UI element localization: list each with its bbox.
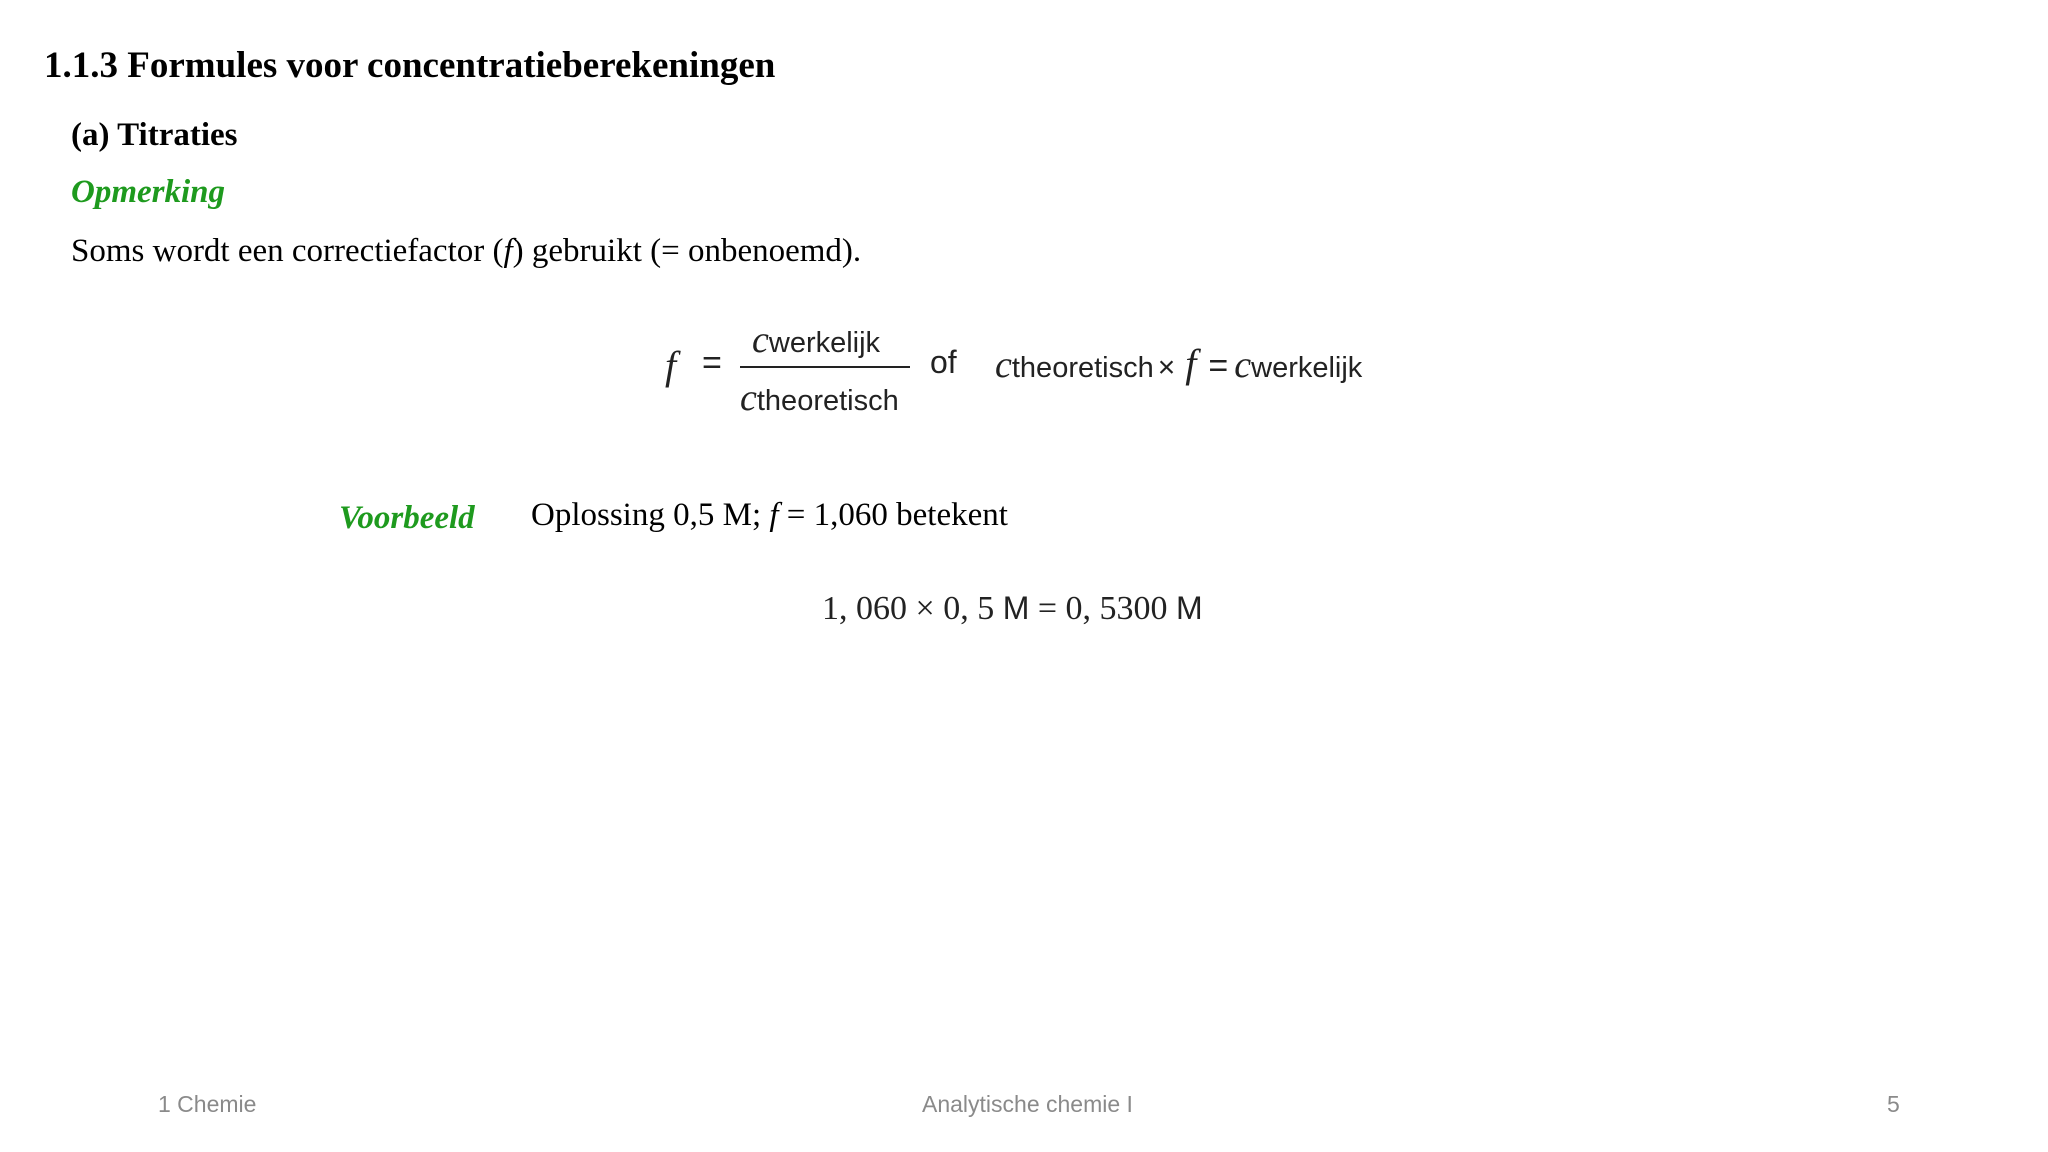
remark-text: Soms wordt een correctiefactor (f) gebruikt (= onbenoemd). [71, 233, 862, 269]
slide-title: 1.1.3 Formules voor concentratieberekeningen [44, 45, 776, 86]
fraction-bar [740, 366, 910, 368]
formula-alternative: ctheoretisch × f = cwerkelijk [995, 341, 1363, 386]
example-label: Voorbeeld [339, 500, 475, 536]
footer-center: Analytische chemie I [922, 1091, 1133, 1117]
remark-variable: f [503, 233, 513, 269]
formula-or: of [930, 344, 957, 380]
remark-label: Opmerking [71, 174, 226, 210]
fraction-numerator: cwerkelijk [752, 319, 881, 361]
footer-left: 1 Chemie [158, 1091, 257, 1117]
formula-f: f [665, 343, 677, 388]
example-variable: f [769, 497, 779, 533]
page-number: 5 [1887, 1091, 1900, 1117]
fraction [740, 318, 912, 428]
example-text: Oplossing 0,5 M; f = 1,060 betekent [531, 497, 1008, 533]
fraction-denominator: ctheoretisch [740, 377, 899, 419]
section-heading: (a) Titraties [71, 117, 238, 153]
correction-factor-formula [660, 318, 1420, 428]
example-calculation: 1, 060 × 0, 5 M = 0, 5300 M [822, 590, 1203, 627]
formula-equals: = [702, 344, 722, 382]
